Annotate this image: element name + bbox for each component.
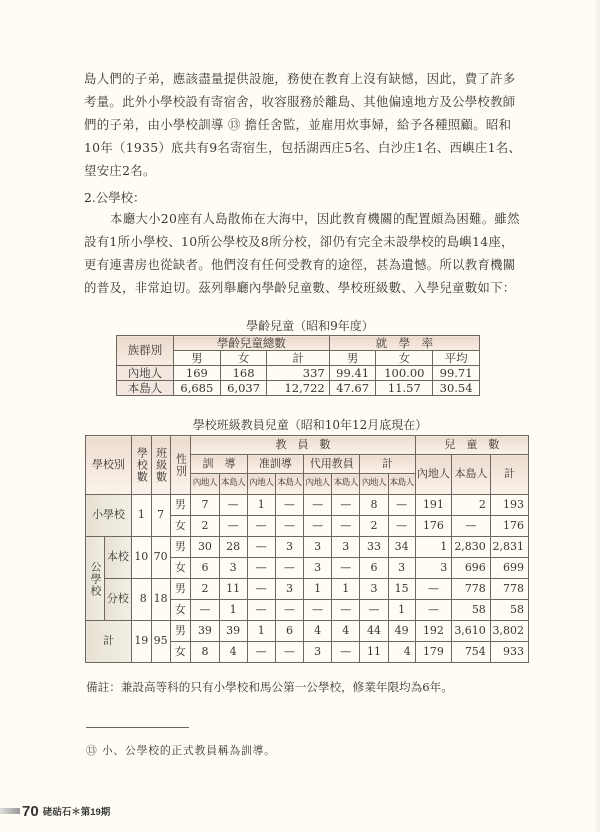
cell: — [219, 516, 247, 537]
section-heading: 2.公學校： [84, 190, 146, 205]
cell: 3 [304, 642, 332, 663]
cell: 1 [219, 600, 247, 621]
cell: 34 [388, 537, 415, 558]
cell: — [360, 600, 388, 621]
cell: 11 [360, 642, 388, 663]
cell: 192 [415, 621, 452, 642]
cell: — [388, 495, 415, 516]
school-count: 1 [131, 495, 151, 537]
cell: 7 [191, 495, 219, 516]
subheader: 女 [376, 351, 433, 366]
teachers-header: 教 員 數 [191, 436, 415, 455]
table-row [86, 537, 529, 558]
cell: 2 [452, 495, 491, 516]
cell: 6 [191, 558, 219, 579]
cell: 4 [332, 621, 360, 642]
cell: 179 [415, 642, 452, 663]
children-subheader: 內地人 [415, 455, 452, 495]
sex: 女 [170, 516, 191, 537]
cell: 2,830 [452, 537, 491, 558]
cell: — [304, 495, 332, 516]
cell: 778 [452, 579, 491, 600]
cell: 6 [360, 558, 388, 579]
table-row [86, 621, 529, 642]
cell: — [304, 516, 332, 537]
cell: 47.67 [329, 381, 376, 396]
cell: 169 [174, 366, 221, 381]
sex: 女 [170, 558, 191, 579]
cell: 2 [191, 579, 219, 600]
school-count: 19 [131, 621, 151, 663]
cell: 3 [304, 537, 332, 558]
cell: 99.41 [329, 366, 376, 381]
total-header: 學齡兒童總數 [174, 336, 330, 351]
cell: — [304, 600, 332, 621]
body-paragraph-1: 島人們的子弟，應該盡量提供設施，務使在教育上沒有缺憾，因此，費了許多考量。此外小學校設有寄宿舍，收容服務於離島、其他偏遠地方及公學校教師們的子弟，由小學校訓導 ⑬ 擔任舍監，並雇用炊事婦，給予各種照顧。昭和10年（1935）底共有9名寄宿生，包括湖西庄5名、白沙庄1名、西嶼庄1名、望安庄2名。 [84, 71, 522, 178]
teacher-group-header: 計 [360, 455, 415, 474]
body-paragraph-2: 本廳大小20座有人島散佈在大海中，因此教育機關的配置頗為困難。雖然設有1所小學校、10所公學校及8所分校，卻仍有完全未設學校的島嶼14座，更有連書房也從缺者。他們沒有任何受教育的途徑，甚為遺憾。所以教育機關的普及，非常迫切。茲列舉廳內學齡兒童數、學校班級數、入學兒童數如下： [84, 211, 520, 295]
class-count: 7 [151, 495, 170, 537]
cell: 4 [388, 642, 415, 663]
footnote: ⑬ 小、公學校的正式教員稱為訓導。 [86, 744, 276, 757]
cell: 696 [452, 558, 491, 579]
cell: 99.71 [433, 366, 480, 381]
cell: 1 [247, 495, 275, 516]
cell: 33 [360, 537, 388, 558]
sex: 女 [170, 600, 191, 621]
folio-bar [0, 808, 20, 814]
cell: 6,037 [220, 381, 267, 396]
cell: — [415, 579, 452, 600]
cell: — [332, 642, 360, 663]
teacher-group-header: 代用教員 [304, 455, 360, 474]
origin-subheader: 內地人 [247, 474, 275, 495]
cell: 15 [388, 579, 415, 600]
school-count: 8 [131, 579, 151, 621]
cell: 1 [332, 579, 360, 600]
school-class-teacher-table [85, 435, 529, 663]
class-count-header: 班級數 [151, 436, 170, 495]
sex: 男 [170, 621, 191, 642]
journal-title: 硓𥑮石＊第19期 [42, 807, 111, 818]
page-number: 70 [22, 802, 39, 820]
cell: — [247, 600, 275, 621]
origin-subheader: 內地人 [191, 474, 219, 495]
sex-header: 性別 [170, 436, 191, 495]
public-school-label: 公學校 [86, 537, 105, 621]
sex: 男 [170, 495, 191, 516]
cell: — [247, 558, 275, 579]
cell: 44 [360, 621, 388, 642]
teacher-group-header: 訓 導 [191, 455, 247, 474]
cell: 3 [304, 558, 332, 579]
school-age-children-table [116, 335, 480, 396]
table-row [86, 579, 529, 600]
sex: 女 [170, 642, 191, 663]
school-count-header: 學校數 [131, 436, 151, 495]
cell: 8 [360, 495, 388, 516]
subheader: 男 [174, 351, 221, 366]
cell: 2 [191, 516, 219, 537]
cell: 6,685 [174, 381, 221, 396]
cell: — [332, 516, 360, 537]
cell: — [247, 537, 275, 558]
cell: 1 [415, 537, 452, 558]
cell: 3 [360, 579, 388, 600]
group-header: 族群別 [117, 336, 174, 366]
cell: 1 [304, 579, 332, 600]
origin-subheader: 本島人 [388, 474, 415, 495]
cell: 30 [191, 537, 219, 558]
origin-subheader: 本島人 [332, 474, 360, 495]
cell: — [219, 495, 247, 516]
cell: 4 [219, 642, 247, 663]
subheader: 計 [267, 351, 329, 366]
cell: 3 [415, 558, 452, 579]
cell: — [388, 516, 415, 537]
cell: 2,831 [490, 537, 528, 558]
cell: — [275, 642, 303, 663]
cell: 699 [490, 558, 528, 579]
origin-subheader: 內地人 [360, 474, 388, 495]
children-subheader: 本島人 [452, 455, 491, 495]
cell: 168 [220, 366, 267, 381]
cell: 11 [219, 579, 247, 600]
table-row [117, 381, 480, 396]
cell: 28 [219, 537, 247, 558]
cell: 100.00 [376, 366, 433, 381]
table-note: 備註：兼設高等科的只有小學校和馬公第一公學校，修業年限均為6年。 [86, 680, 453, 694]
subheader: 男 [329, 351, 376, 366]
cell: 39 [219, 621, 247, 642]
school-type-header: 學校別 [86, 436, 132, 495]
row-label: 本島人 [117, 381, 174, 396]
origin-subheader: 本島人 [275, 474, 303, 495]
cell: 176 [415, 516, 452, 537]
school-count: 10 [131, 537, 151, 579]
cell: 3,802 [490, 621, 528, 642]
origin-subheader: 內地人 [304, 474, 332, 495]
cell: 337 [267, 366, 329, 381]
row-label: 內地人 [117, 366, 174, 381]
cell: 754 [452, 642, 491, 663]
table1-caption: 學齡兒童（昭和9年度） [246, 319, 374, 333]
cell: 8 [191, 642, 219, 663]
cell: 3 [332, 537, 360, 558]
cell: — [452, 516, 491, 537]
cell: 11.57 [376, 381, 433, 396]
table-row [117, 366, 480, 381]
cell: — [332, 558, 360, 579]
cell: 193 [490, 495, 528, 516]
cell: — [247, 516, 275, 537]
cell: 1 [247, 621, 275, 642]
cell: 4 [304, 621, 332, 642]
cell: 39 [191, 621, 219, 642]
cell: — [247, 579, 275, 600]
cell: 3,610 [452, 621, 491, 642]
cell: 1 [388, 600, 415, 621]
cell: 933 [490, 642, 528, 663]
cell: 2 [360, 516, 388, 537]
table2-caption: 學校班級教員兒童（昭和10年12月底現在） [192, 418, 428, 432]
group-label: 本校 [104, 537, 131, 579]
cell: 6 [275, 621, 303, 642]
cell: — [275, 558, 303, 579]
cell: 3 [219, 558, 247, 579]
cell: — [275, 516, 303, 537]
group-label: 計 [86, 621, 132, 663]
cell: 3 [275, 579, 303, 600]
cell: — [415, 600, 452, 621]
origin-subheader: 本島人 [219, 474, 247, 495]
class-count: 70 [151, 537, 170, 579]
sex: 男 [170, 579, 191, 600]
cell: 49 [388, 621, 415, 642]
cell: — [275, 495, 303, 516]
cell: — [332, 600, 360, 621]
teacher-group-header: 准訓導 [247, 455, 303, 474]
cell: 12,722 [267, 381, 329, 396]
subheader: 女 [220, 351, 267, 366]
footnote-divider [86, 727, 189, 728]
page-footer [0, 800, 110, 822]
cell: 30.54 [433, 381, 480, 396]
cell: 778 [490, 579, 528, 600]
rate-header: 就 學 率 [329, 336, 479, 351]
cell: — [247, 642, 275, 663]
page-edge-shadow [594, 0, 600, 832]
children-subheader: 計 [490, 455, 528, 495]
cell: 3 [388, 558, 415, 579]
cell: 191 [415, 495, 452, 516]
sex: 男 [170, 537, 191, 558]
children-header: 兒 童 數 [415, 436, 528, 455]
cell: — [191, 600, 219, 621]
group-label: 小學校 [86, 495, 132, 537]
cell: 176 [490, 516, 528, 537]
cell: 58 [452, 600, 491, 621]
cell: — [332, 495, 360, 516]
subheader: 平均 [433, 351, 480, 366]
table-row [86, 495, 529, 516]
cell: — [275, 600, 303, 621]
group-label: 分校 [104, 579, 131, 621]
cell: 58 [490, 600, 528, 621]
class-count: 18 [151, 579, 170, 621]
class-count: 95 [151, 621, 170, 663]
cell: 3 [275, 537, 303, 558]
